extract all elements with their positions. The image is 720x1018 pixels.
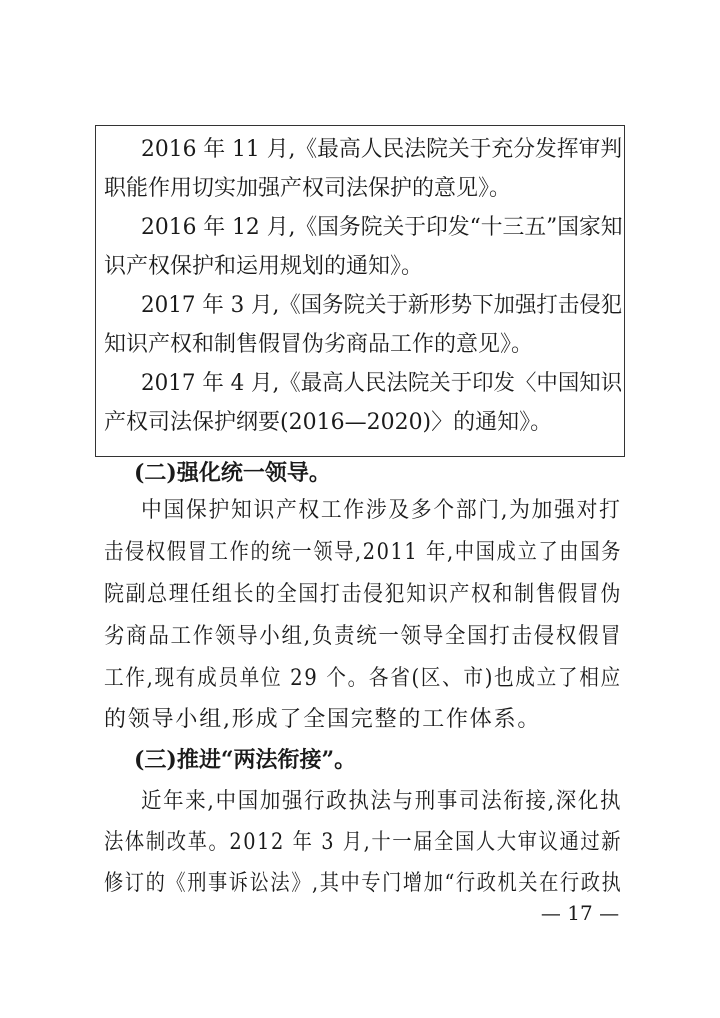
- body-line: 的领导小组,形成了全国完整的工作体系。: [104, 707, 542, 732]
- body-line: 工作,现有成员单位 29 个。各省(区、市)也成立了相应: [104, 666, 622, 691]
- boxed-line-7: 2017 年 4 月,《最高人民法院关于印发〈中国知识: [141, 371, 623, 396]
- body-line: 劣商品工作领导小组,负责统一领导全国打击侵权假冒: [104, 624, 623, 649]
- body-line: 院副总理任组长的全国打击侵犯知识产权和制售假冒伪: [104, 582, 623, 607]
- body-line: 法体制改革。2012 年 3 月,十一届全国人大审议通过新: [104, 830, 623, 855]
- section-heading-2: (二)强化统一领导。: [134, 460, 331, 486]
- boxed-line-4: 识产权保护和运用规划的通知》。: [104, 254, 424, 279]
- boxed-line-5: 2017 年 3 月,《国务院关于新形势下加强打击侵犯: [141, 293, 623, 318]
- body-line: 近年来,中国加强行政执法与刑事司法衔接,深化执: [141, 789, 623, 814]
- body-line: 击侵权假冒工作的统一领导,2011 年,中国成立了由国务: [104, 540, 623, 565]
- boxed-line-6: 知识产权和制售假冒伪劣商品工作的意见》。: [104, 332, 534, 357]
- boxed-line-1: 2016 年 11 月,《最高人民法院关于充分发挥审判: [141, 137, 623, 162]
- page-number: — 17 —: [540, 901, 620, 925]
- section-heading-3: (三)推进“两法衔接”。: [134, 747, 357, 773]
- boxed-line-8: 产权司法保护纲要(2016—2020)〉的通知》。: [104, 410, 553, 435]
- body-line: 修订的《刑事诉讼法》,其中专门增加“行政机关在行政执: [104, 871, 623, 896]
- boxed-line-2: 职能作用切实加强产权司法保护的意见》。: [104, 176, 512, 201]
- body-line: 中国保护知识产权工作涉及多个部门,为加强对打: [141, 498, 622, 523]
- boxed-line-3: 2016 年 12 月,《国务院关于印发“十三五”国家知: [141, 215, 623, 240]
